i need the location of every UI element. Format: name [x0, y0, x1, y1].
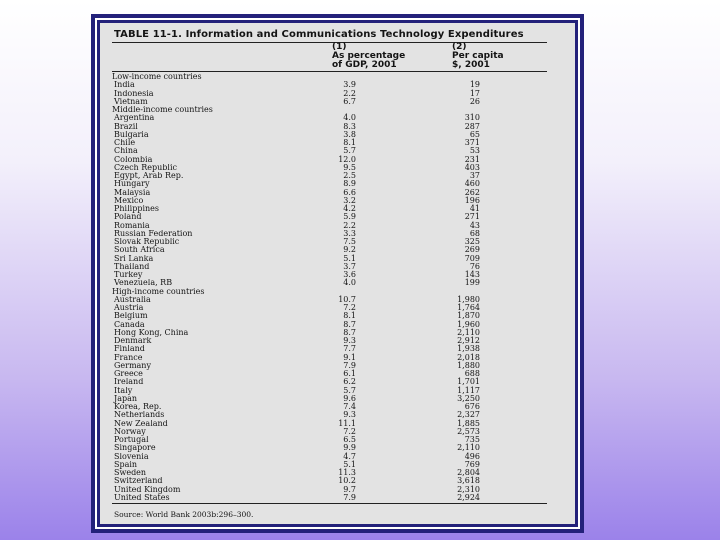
pct-gdp-cell: 8.7 — [343, 319, 356, 329]
table-row — [112, 164, 565, 172]
country-name: Germany — [114, 361, 151, 370]
pct-gdp-cell: 3.8 — [343, 129, 356, 139]
pct-gdp-cell: 9.9 — [343, 443, 356, 453]
country-name: Switzerland — [114, 477, 163, 486]
pct-gdp-cell: 3.3 — [343, 228, 356, 238]
country-name: Brazil — [114, 122, 138, 131]
table-row — [112, 337, 565, 345]
pct-gdp-cell: 8.1 — [343, 138, 356, 147]
country-name: Finland — [114, 345, 145, 354]
header-col2-line: (2) — [452, 42, 467, 52]
per-capita-cell: 262 — [464, 187, 480, 197]
country-name: Chile — [114, 139, 136, 147]
country-name: Ireland — [114, 378, 144, 387]
country-name: Australia — [114, 295, 151, 304]
pct-gdp-cell: 4.7 — [343, 451, 356, 461]
pct-gdp-cell: 10.2 — [338, 476, 356, 486]
per-capita-cell: 2,110 — [457, 443, 480, 453]
pct-gdp-cell: 3.7 — [343, 261, 356, 271]
per-capita-cell: 287 — [464, 121, 480, 131]
per-capita-cell: 37 — [469, 171, 480, 180]
header-col2-line: Per capita — [452, 51, 504, 61]
per-capita-cell: 17 — [469, 88, 480, 98]
country-name: Slovak Republic — [114, 238, 180, 246]
country-name: United Kingdom — [114, 485, 181, 494]
country-name: Hong Kong, China — [114, 328, 189, 337]
table-row — [112, 321, 565, 329]
country-name: Netherlands — [114, 411, 165, 420]
header-col1-line: As percentage — [332, 51, 406, 61]
header-col2-line: $, 2001 — [452, 60, 490, 70]
header-col1 — [332, 43, 452, 71]
pct-gdp-cell: 3.6 — [343, 270, 356, 279]
country-name: Venezuela, RB — [114, 279, 173, 288]
table-row — [112, 403, 565, 411]
pct-gdp-cell: 9.6 — [343, 393, 356, 403]
bottom-rule — [112, 503, 547, 504]
table-row — [112, 370, 565, 378]
table-row — [112, 213, 565, 221]
table-row — [112, 444, 565, 452]
country-name: France — [114, 353, 143, 362]
per-capita-cell: 76 — [469, 261, 480, 271]
country-name: Sweden — [114, 469, 147, 477]
pct-gdp-cell: 3.2 — [343, 195, 356, 205]
per-capita-cell: 709 — [464, 253, 480, 263]
per-capita-cell: 496 — [464, 451, 480, 461]
pct-gdp-cell: 6.7 — [343, 96, 356, 106]
pct-gdp-cell: 6.2 — [343, 377, 356, 387]
table-row — [112, 296, 565, 304]
per-capita-cell: 3,250 — [457, 393, 480, 403]
table-row — [112, 312, 565, 320]
per-capita-cell: 199 — [464, 278, 480, 288]
table-row — [112, 329, 565, 337]
pct-gdp-cell: 3.9 — [343, 80, 356, 90]
table-row — [112, 279, 565, 287]
country-name: Philippines — [114, 205, 160, 213]
pct-gdp-cell: 9.3 — [343, 336, 356, 345]
per-capita-cell: 325 — [464, 237, 480, 246]
table-row — [112, 114, 565, 122]
pct-gdp-cell: 7.7 — [343, 344, 356, 354]
country-name: Malaysia — [114, 188, 151, 197]
table-row — [112, 156, 565, 164]
country-name: Denmark — [114, 337, 152, 345]
column-headers — [112, 43, 565, 71]
table-row — [112, 205, 565, 213]
country-name: Japan — [114, 394, 138, 403]
country-name: Portugal — [114, 436, 149, 444]
section-header-row — [112, 73, 565, 81]
pct-gdp-cell: 9.2 — [343, 245, 356, 255]
table-row — [112, 90, 565, 98]
pct-gdp-cell: 9.7 — [343, 484, 356, 494]
country-name: Vietnam — [114, 97, 148, 106]
table-row — [112, 494, 565, 502]
pct-gdp-cell: 2.2 — [343, 88, 356, 98]
table-row — [112, 362, 565, 370]
pct-gdp-cell: 5.1 — [343, 253, 356, 263]
per-capita-cell: 1,764 — [457, 303, 480, 312]
country-name: China — [114, 147, 138, 156]
per-capita-cell: 19 — [469, 80, 480, 90]
country-name: Colombia — [114, 155, 153, 164]
per-capita-cell: 1,980 — [457, 294, 480, 304]
per-capita-cell: 1,885 — [457, 418, 480, 428]
pct-gdp-cell: 7.5 — [343, 237, 356, 246]
table-row — [112, 123, 565, 131]
country-name: Norway — [114, 427, 146, 436]
per-capita-cell: 26 — [469, 96, 480, 106]
pct-gdp-cell: 5.1 — [343, 459, 356, 469]
table-row — [112, 255, 565, 263]
pct-gdp-cell: 4.0 — [343, 113, 356, 123]
table-page — [100, 23, 575, 524]
slide-border — [95, 18, 580, 529]
table-row — [112, 304, 565, 312]
table-row — [112, 172, 565, 180]
header-col2 — [452, 43, 552, 71]
pct-gdp-cell: 7.4 — [343, 402, 356, 411]
country-name: United States — [114, 493, 170, 502]
section-label: High-income countries — [112, 287, 205, 296]
table-body — [112, 73, 565, 502]
per-capita-cell: 231 — [464, 154, 480, 164]
country-name: Italy — [114, 386, 133, 395]
per-capita-cell: 769 — [464, 459, 480, 469]
pct-gdp-cell: 12.0 — [338, 154, 356, 164]
table-row — [112, 436, 565, 444]
pct-gdp-cell: 8.7 — [343, 327, 356, 337]
table-row — [112, 222, 565, 230]
country-name: Singapore — [114, 444, 156, 453]
pct-gdp-cell: 8.1 — [343, 311, 356, 321]
source-note: Source: World Bank 2003b:296–300. — [114, 510, 254, 519]
country-name: Indonesia — [114, 89, 154, 98]
pct-gdp-cell: 8.3 — [343, 121, 356, 131]
per-capita-cell: 2,573 — [457, 426, 480, 436]
pct-gdp-cell: 4.2 — [343, 204, 356, 213]
pct-gdp-cell: 7.9 — [343, 492, 356, 502]
per-capita-cell: 688 — [464, 369, 480, 378]
per-capita-cell: 2,924 — [457, 492, 480, 502]
country-name: Poland — [114, 213, 142, 222]
per-capita-cell: 735 — [464, 435, 480, 444]
section-label: Low-income countries — [112, 73, 202, 81]
pct-gdp-cell: 4.0 — [343, 278, 356, 288]
per-capita-cell: 65 — [469, 129, 480, 139]
table-row — [112, 263, 565, 271]
table-row — [112, 98, 565, 106]
per-capita-cell: 143 — [464, 270, 480, 279]
per-capita-cell: 1,117 — [457, 385, 480, 395]
country-name: Hungary — [114, 180, 150, 189]
country-name: Egypt, Arab Rep. — [114, 172, 184, 180]
table-row — [112, 453, 565, 461]
pct-gdp-cell: 6.5 — [343, 435, 356, 444]
table-row — [112, 139, 565, 147]
per-capita-cell: 2,912 — [457, 336, 480, 345]
country-name: New Zealand — [114, 419, 168, 428]
per-capita-cell: 1,960 — [457, 319, 480, 329]
table-row — [112, 189, 565, 197]
slide-frame — [91, 14, 584, 533]
per-capita-cell: 1,938 — [457, 344, 480, 354]
per-capita-cell: 460 — [464, 179, 480, 189]
country-name: Bulgaria — [114, 130, 149, 139]
pct-gdp-cell: 5.9 — [343, 212, 356, 222]
pct-gdp-cell: 2.2 — [343, 220, 356, 230]
pct-gdp-cell: 7.9 — [343, 360, 356, 370]
per-capita-cell: 43 — [469, 220, 480, 230]
country-name: Slovenia — [114, 452, 149, 461]
per-capita-cell: 2,110 — [457, 327, 480, 337]
table-row — [112, 477, 565, 485]
table-row — [112, 345, 565, 353]
country-name: Mexico — [114, 196, 144, 205]
country-name: Argentina — [114, 114, 155, 123]
country-name: South Africa — [114, 246, 165, 255]
pct-gdp-cell: 5.7 — [343, 146, 356, 156]
per-capita-cell: 676 — [464, 402, 480, 411]
header-spacer — [112, 43, 332, 71]
per-capita-cell: 271 — [464, 212, 480, 222]
header-col1-line: (1) — [332, 42, 347, 52]
country-name: Turkey — [114, 271, 143, 279]
table-row — [112, 395, 565, 403]
per-capita-cell: 68 — [469, 228, 480, 238]
per-capita-cell: 2,804 — [457, 468, 480, 477]
pct-gdp-cell: 7.2 — [343, 303, 356, 312]
section-label: Middle-income countries — [112, 106, 213, 114]
country-name: Korea, Rep. — [114, 403, 162, 411]
country-name: Romania — [114, 221, 150, 230]
table-row — [112, 81, 565, 89]
per-capita-cell: 269 — [464, 245, 480, 255]
country-name: Russian Federation — [114, 229, 193, 238]
per-capita-cell: 196 — [464, 195, 480, 205]
pct-gdp-cell: 9.3 — [343, 410, 356, 420]
pct-gdp-cell: 6.6 — [343, 187, 356, 197]
pct-gdp-cell: 11.3 — [338, 468, 356, 477]
country-name: Austria — [114, 304, 144, 312]
pct-gdp-cell: 9.1 — [343, 352, 356, 362]
table-row — [112, 378, 565, 386]
header-col1-line: of GDP, 2001 — [332, 60, 397, 70]
table-row — [112, 271, 565, 279]
table-row — [112, 486, 565, 494]
per-capita-cell: 2,327 — [457, 410, 480, 420]
pct-gdp-cell: 10.7 — [338, 294, 356, 304]
table-row — [112, 387, 565, 395]
per-capita-cell: 2,310 — [457, 484, 480, 494]
per-capita-cell: 1,701 — [457, 377, 480, 387]
per-capita-cell: 403 — [464, 162, 480, 172]
table-title: TABLE 11-1. Information and Communications Technology Expenditures — [114, 29, 524, 40]
pct-gdp-cell: 8.9 — [343, 179, 356, 189]
per-capita-cell: 1,870 — [457, 311, 480, 321]
pct-gdp-cell: 6.1 — [343, 369, 356, 378]
country-name: Spain — [114, 460, 138, 469]
table-row — [112, 180, 565, 188]
pct-gdp-cell: 5.7 — [343, 385, 356, 395]
pct-gdp-cell: 11.1 — [338, 418, 356, 428]
per-capita-cell: 3,618 — [457, 476, 480, 486]
per-capita-cell: 1,880 — [457, 360, 480, 370]
country-name: India — [114, 81, 135, 90]
country-name: Sri Lanka — [114, 254, 154, 263]
table-row — [112, 230, 565, 238]
country-name: Greece — [114, 370, 143, 378]
country-name: Belgium — [114, 312, 148, 321]
pct-gdp-cell: 2.5 — [343, 171, 356, 180]
table-row — [112, 420, 565, 428]
per-capita-cell: 41 — [469, 204, 480, 213]
table-row — [112, 354, 565, 362]
table-row — [112, 428, 565, 436]
header-rule — [112, 71, 547, 72]
per-capita-cell: 371 — [464, 138, 480, 147]
per-capita-cell: 2,018 — [457, 352, 480, 362]
country-name: Canada — [114, 320, 145, 329]
table-row — [112, 131, 565, 139]
country-name: Thailand — [114, 262, 150, 271]
table-row — [112, 246, 565, 254]
per-capita-cell: 310 — [464, 113, 480, 123]
pct-gdp-cell: 9.5 — [343, 162, 356, 172]
pct-gdp-cell: 7.2 — [343, 426, 356, 436]
country-name: Czech Republic — [114, 163, 177, 172]
table-row — [112, 238, 565, 246]
per-capita-cell: 53 — [469, 146, 480, 156]
section-header-row — [112, 106, 565, 114]
table-row — [112, 197, 565, 205]
